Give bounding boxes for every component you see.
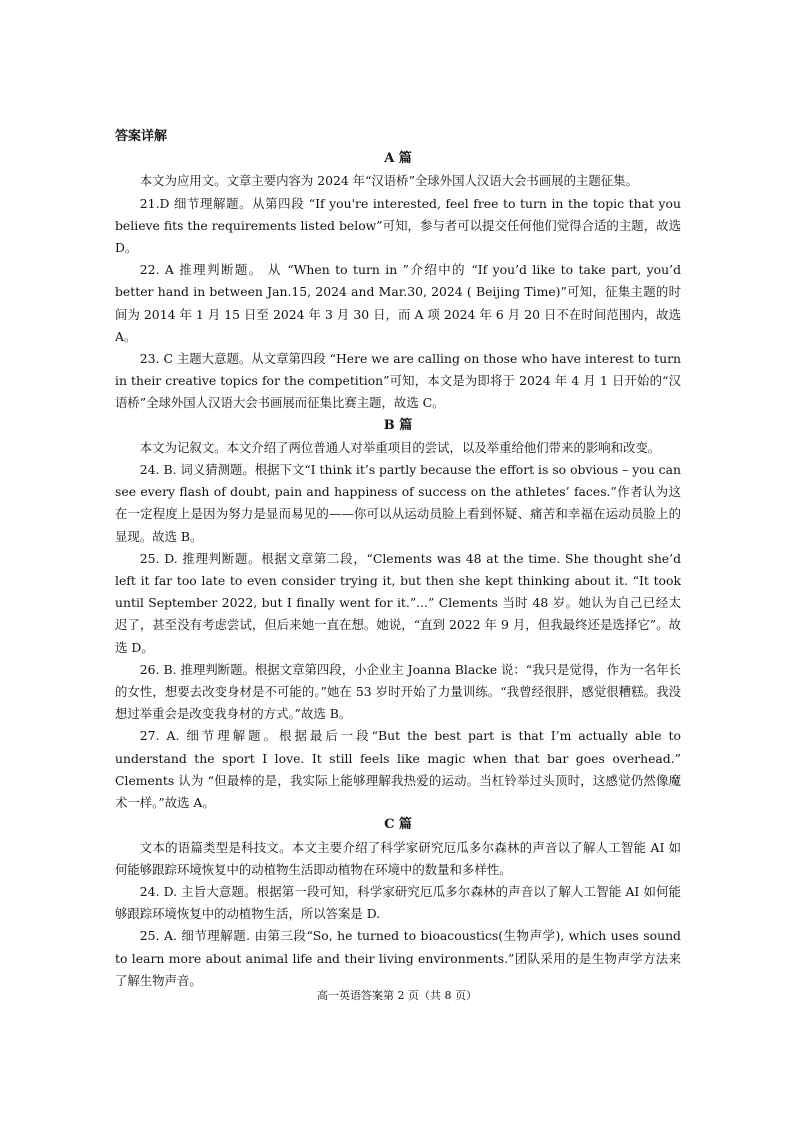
paragraph: 26. B. 推理判断题。根据文章第四段，小企业主 Joanna Blacke 说：“我只是觉得，作为一名年长的女性，想要去改变身材是不可能的。”她在 53 岁时开始了力量训练。“我曾经很胖，感觉很糟糕。我没想过举重会是改变我身材的方式。”故选 B。: [115, 661, 681, 722]
paragraph: 27. A. 细节理解题。根据最后一段“But the best part is that I’m actually able to understand the sport I love. It still feels like magic when that bar goes overhead.” Clements 认为 “但最棒的是，我实际上能够理解我热爱的运动。当杠铃举过头顶时，这感觉仍然像魔术一样。”故选 A。: [115, 728, 681, 811]
paragraph: 本文为记叙文。本文介绍了两位普通人对举重项目的尝试，以及举重给他们带来的影响和改变。: [139, 439, 661, 455]
paragraph: 25. A. 细节理解题. 由第三段“So, he turned to bioacoustics(生物声学), which uses sound to learn more about animal life and their living environments.”团队采用的是生物声学方法来了解生物声音。: [115, 928, 681, 988]
paragraph: 21.D 细节理解题。从第四段 “If you're interested, feel free to turn in the topic that you believe fits the requirements listed below”可知，参与者可以提交任何他们觉得合适的主题，故选 D。: [115, 195, 681, 256]
paragraph: 22. A 推理判断题。 从 “When to turn in ”介绍中的 “If you’d like to take part, you’d better hand in between Jan.15, 2024 and Mar.30, 2024 ( Beijing Time)”可知，征集主题的时间为 2014 年 1 月 15 日至 2024 年 3 月 30 日，而 A 项 2024 年 6 月 20 日不在时间范围内，故选 A。: [115, 262, 681, 344]
paragraph: 25. D. 推理判断题。根据文章第二段，“Clements was 48 at the time. She thought she’d left it far too late to even consider trying it, but then she kept thinking about it. “It took until September 2022, but I finally went for it.”...” Clements 当时 48 岁。她认为自己已经太迟了，甚至没有考虑尝试，但后来她一直在想。她说，“直到 2022 年 9 月，但我最终还是选择它”。故选 D。: [115, 550, 681, 655]
document-body: [115, 126, 681, 992]
paragraph: 24. B. 词义猜测题。根据下文“I think it’s partly because the effort is so obvious – you can see every flash of doubt, pain and happiness of success on the athletes’ faces.”作者认为这在一定程度上是因为努力是显而易见的——你可以从运动员脸上看到怀疑、痛苦和幸福在运动员脸上的显现。故选 B。: [115, 462, 681, 544]
section-heading-b: B 篇: [383, 417, 413, 433]
paragraph: 文本的语篇类型是科技文。本文主要介绍了科学家研究厄瓜多尔森林的声音以了解人工智能 AI 如何能够跟踪环境恢复中的动植物生活即动植物在环境中的数量和多样性。: [115, 839, 681, 877]
paragraph: 24. D. 主旨大意题。根据第一段可知，科学家研究厄瓜多尔森林的声音以了解人工智能 AI 如何能够跟踪环境恢复中的动植物生活，所以答案是 D.: [115, 883, 681, 922]
paragraph: 本文为应用文。文章主要内容为 2024 年“汉语桥”全球外国人汉语大会书画展的主题征集。: [139, 173, 638, 189]
document-title: 答案详解: [115, 129, 168, 144]
section-heading-c: C 篇: [384, 817, 412, 833]
paragraph: 23. C 主题大意题。从文章第四段 “Here we are calling on those who have interest to turn in their creative topics for the competition”可知，本文是为即将于 2024 年 4 月 1 日开始的“汉语桥”全球外国人汉语大会书画展而征集比赛主题，故选 C。: [115, 351, 681, 411]
page-footer: 高一英语答案第 2 页（共 8 页）: [317, 989, 477, 1002]
section-heading-a: A 篇: [384, 151, 412, 167]
